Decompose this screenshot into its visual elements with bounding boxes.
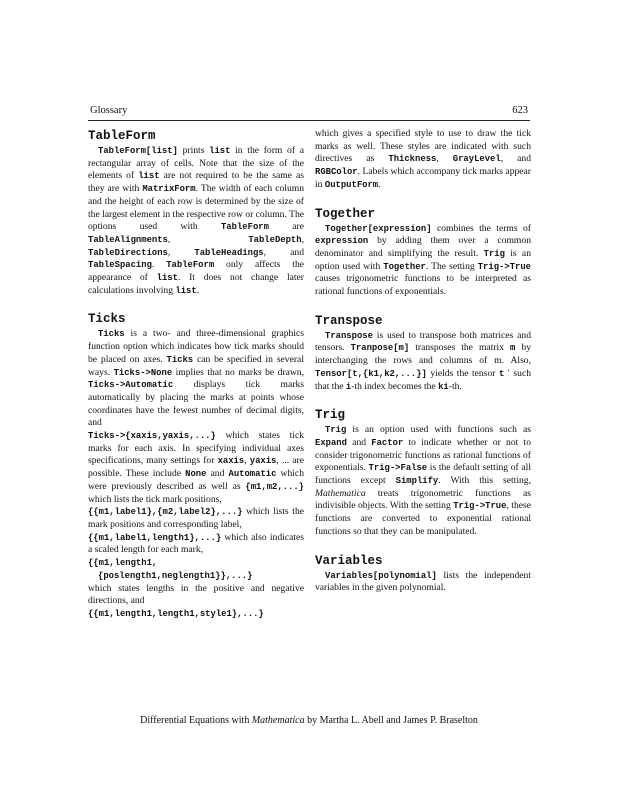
entry-title-tableform: TableForm [88, 129, 156, 143]
code-term: TableForm[list] [98, 146, 178, 156]
page-number: 623 [512, 105, 528, 116]
entry-title-ticks: Ticks [88, 312, 126, 327]
entry-body-ticks-4: {{m1,label1,length1},...} which also indicates a scaled length for each mark, [88, 531, 304, 556]
code-example-poslength: {poslength1,neglength1}},...} [98, 570, 253, 581]
entry-title-together: Together [315, 206, 376, 221]
entry-body-transpose: Transpose is used to transpose both matrices and tensors. Tranpose[m] transposes the matrix m by interchanging the rows and columns of m. Also, Tensor[t,{k1,k2,...}] yields the tensor t ′ such that the i-th index becomes the ki-th. [315, 329, 531, 392]
running-footer: Differential Equations with Mathematica by Martha L. Abell and James P. Braselton [140, 715, 478, 726]
entry-body-ticks-5: which states lengths in the positive and negative directions, and [88, 582, 304, 607]
code-example-length: {{m1,length1, [88, 558, 158, 569]
entry-title-transpose: Transpose [315, 313, 383, 328]
entry-body-ticks-continued: which gives a specified style to use to draw the tick marks as well. These styles are indicated with such directives as Thickness, GrayLevel, and RGBColor. Labels which accompany tick marks appear in OutputForm. [315, 128, 531, 190]
entry-body-together: Together[expression] combines the terms of expression by adding them over a common denominator and simplifying the result. Trig is an option used with Together. The setting Trig->True causes trigonometric functions to be interpreted as rational functions of exponentials. [315, 222, 531, 298]
entry-title-trig: Trig [315, 408, 346, 423]
header-section-title: Glossary [90, 105, 128, 116]
entry-body-variables: Variables[polynomial] lists the independent variables in the given polynomial. [315, 569, 531, 594]
running-header [88, 104, 530, 121]
entry-body-ticks: Ticks is a two- and three-dimensional graphics function option which indicates how tick marks should be placed on axes. Ticks can be specified in several ways. Ticks->None implies that no marks be drawn, Ticks->Automatic displays tick marks automatically by placing the marks at points whose coordinates have the fewest number of decimal digits, and [88, 328, 304, 429]
left-column [88, 128, 304, 621]
entry-title-variables: Variables [315, 553, 383, 568]
entry-body-ticks-2: Ticks->{xaxis,yaxis,...} which states tick marks for each axis. In specifying individual axes specifications, many settings for xaxis, yaxis, ... are possible. These include None and Automatic which were previously described as well as {m1,m2,...} which lists the tick mark positions, [88, 430, 304, 505]
entry-body-ticks-3: {{m1,label1},{m2,label2},...} which lists the mark positions and corresponding label, [88, 506, 304, 530]
code-example-style: {{m1,length1,length1,style1},...} [88, 608, 264, 619]
entry-body-tableform: TableForm[list] prints list in the form of a rectangular array of cells. Note that the size of the elements of list are not required to be the same as they are with MatrixForm. The width of each column and the height of each row is determined by the size of the largest element in the respective row or column. The options used with TableForm are TableAlignments, TableDepth, TableDirections, TableHeadings, and TableSpacing. TableForm only affects the appearance of list. It does not change later calculations involving list. [88, 145, 304, 296]
right-column [315, 128, 531, 595]
entry-body-trig: Trig is an option used with functions such as Expand and Factor to indicate whether or not to consider trigonometric functions as rational functions of exponentials. Trig->False is the default setting of all functions except Simplify. With this setting, Mathematica treats trigonometric functions as indivisible objects. With the setting Trig->True, these functions are converted to exponential rational functions so that they can be manipulated. [315, 424, 531, 537]
